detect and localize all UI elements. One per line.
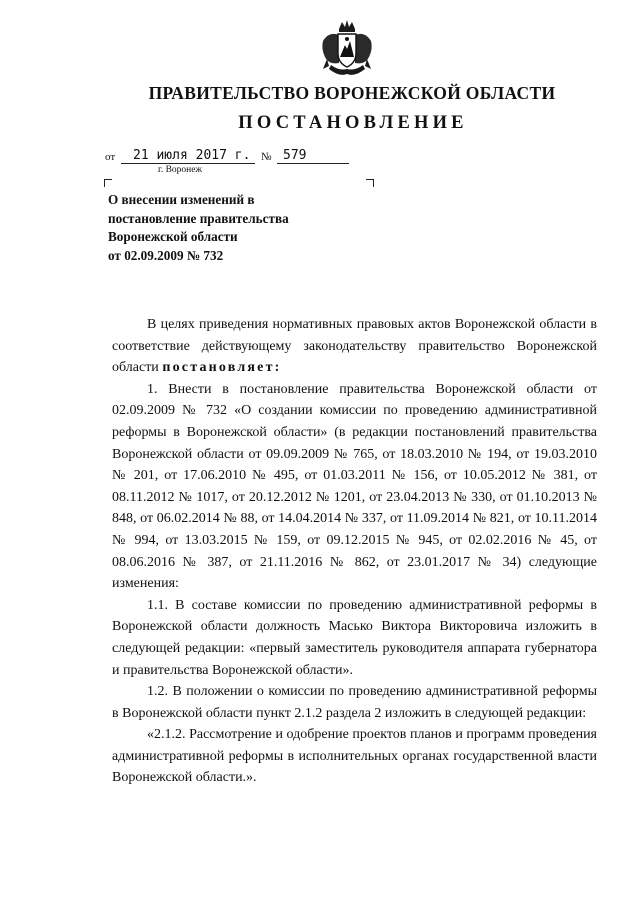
decree-word: постановляет: [162, 360, 282, 376]
issue-date-line [105, 146, 365, 164]
document-type-title: ПОСТАНОВЛЕНИЕ [238, 113, 468, 133]
number-prefix: № [261, 151, 272, 163]
subject-line: от 02.09.2009 № 732 [108, 247, 224, 263]
subject-line: постановление правительства [108, 210, 289, 226]
date-prefix: от [105, 151, 116, 163]
voronezh-coat-of-arms-icon [319, 19, 375, 79]
document-subject [108, 191, 289, 265]
intro-text: В целях приведения нормативных правовых актов Воронежской области в соответствие действующему законодательству правительство Воронежской области [112, 317, 597, 376]
item-1-2-paragraph: 1.2. В положении о комиссии по проведению административной реформы в Воронежской области пункт 2.1.2 раздела 2 изложить в следующей редакции: [112, 684, 597, 721]
issue-number: 579 [277, 148, 349, 164]
issue-city: г. Воронеж [158, 165, 203, 175]
item-1-1-paragraph: 1.1. В составе комиссии по проведению административной реформы в Воронежской области должность Масько Виктора Викторовича изложить в следующей редакции: «первый заместитель руководителя аппарата губернатора и правительства Воронежской области». [112, 597, 597, 678]
subject-bracket-left [104, 179, 112, 187]
issue-date: 21 июля 2017 г. [121, 148, 255, 164]
document-body [112, 314, 597, 789]
item-1-paragraph: 1. Внести в постановление правительства Воронежской области от 02.09.2009 № 732 «О создании комиссии по проведению административной реформы в Воронежской области» (в редакции постановлений правительства Воронежской области от 09.09.2009 № 765, от 18.03.2010 № 194, от 19.03.2010 № 201, от 17.06.2010 № 495, от 01.03.2011 № 156, от 10.05.2012 № 381, от 08.11.2012 № 1017, от 20.12.2012 № 1201, от 23.04.2013 № 330, от 01.10.2013 № 848, от 06.02.2014 № 88, от 14.04.2014 № 337, от 11.09.2014 № 821, от 10.11.2014 № 994, от 13.03.2015 № 159, от 09.12.2015 № 945, от 02.02.2016 № 45, от 08.06.2016 № 387, от 21.11.2016 № 862, от 23.01.2017 № 34) следующие изменения: [112, 381, 597, 592]
subject-line: О внесении изменений в [108, 192, 255, 207]
item-2-1-2-paragraph: «2.1.2. Рассмотрение и одобрение проектов планов и программ проведения административной реформы в исполнительных органах государственной власти Воронежской области.». [112, 727, 597, 786]
intro-paragraph [112, 314, 597, 379]
subject-bracket-right [366, 179, 374, 187]
subject-line: Воронежской области [108, 229, 238, 244]
government-title: ПРАВИТЕЛЬСТВО ВОРОНЕЖСКОЙ ОБЛАСТИ [148, 83, 556, 103]
